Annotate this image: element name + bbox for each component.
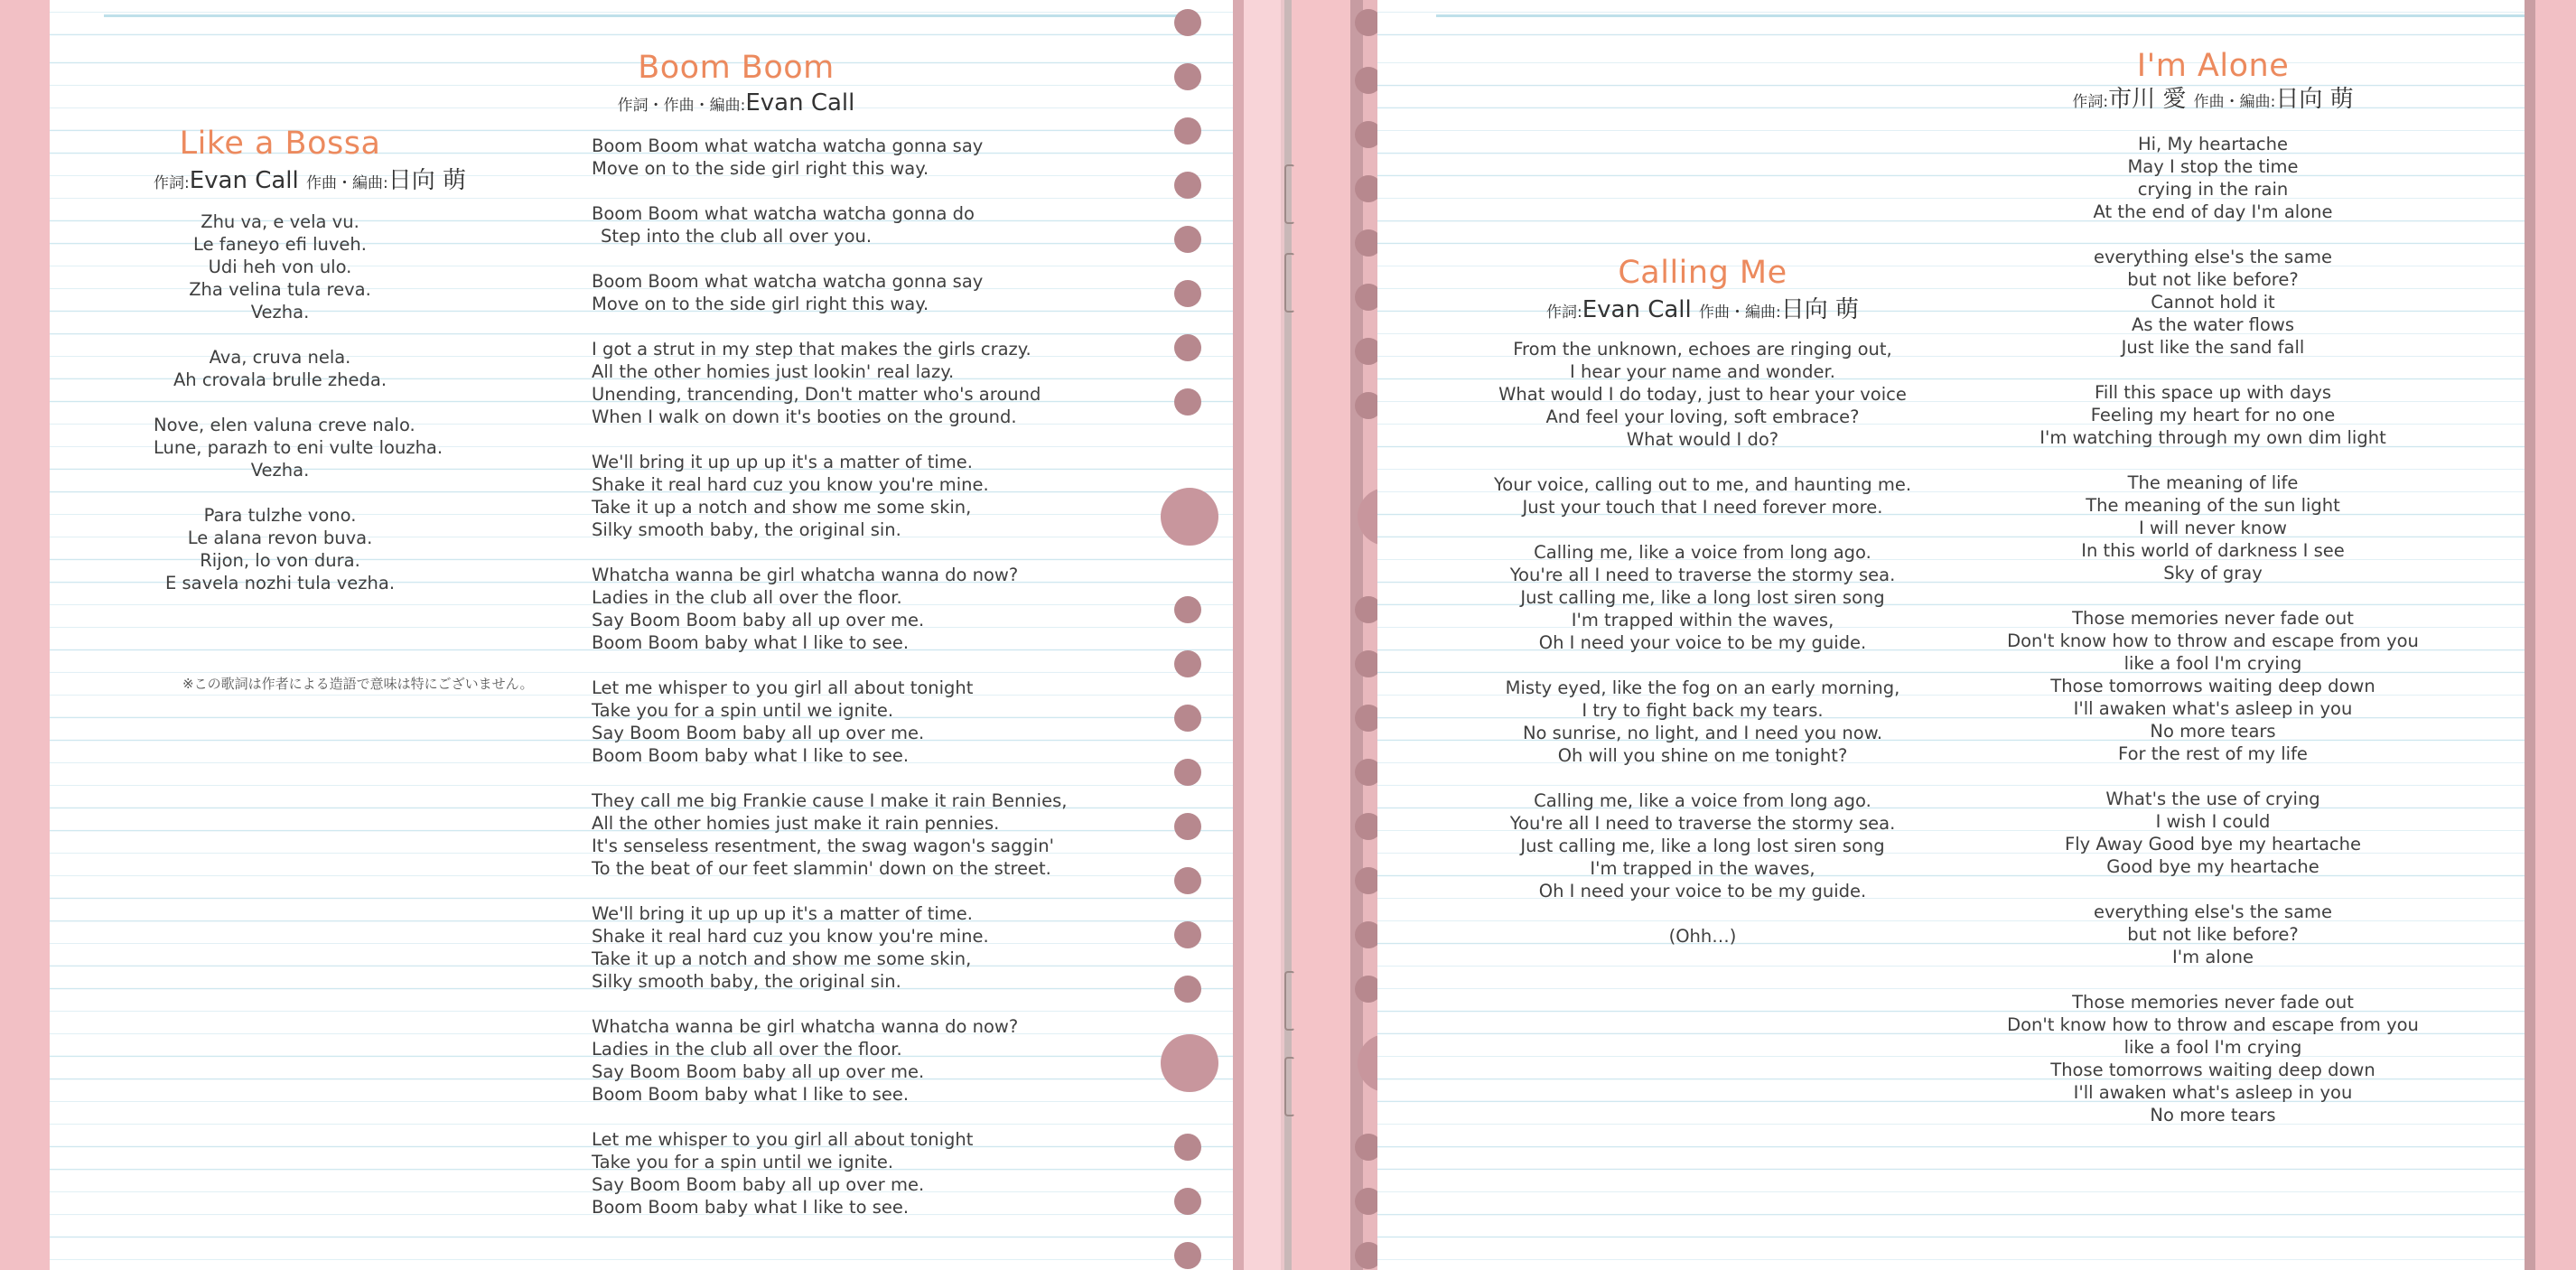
stanza <box>154 346 406 391</box>
stanza <box>592 270 984 315</box>
binding-hole <box>1174 117 1201 145</box>
lyric-line: To the beat of our feet slammin' down on the street. <box>592 858 1051 879</box>
lyric-line: No more tears <box>2150 1105 2276 1125</box>
lyric-line: What would I do? <box>1626 429 1779 450</box>
binding-hole <box>1174 867 1201 894</box>
lyric-line: Silky smooth baby, the original sin. <box>592 519 901 540</box>
stanza <box>592 789 1068 880</box>
lyrics <box>154 210 443 594</box>
binding-hole <box>1174 813 1201 840</box>
lyric-line: No sunrise, no light, and I need you now. <box>1522 723 1883 743</box>
stanza <box>1468 338 1937 451</box>
lyric-line: Good bye my heartache <box>2106 856 2319 877</box>
stanza <box>592 202 975 247</box>
lyric-line: Vezha. <box>250 302 310 322</box>
lyric-line: I hear your name and wonder. <box>1570 361 1835 382</box>
binding-hole <box>1174 63 1201 90</box>
song-calling-me <box>1468 254 1937 948</box>
lyric-line: Those tomorrows waiting deep down <box>2050 1060 2375 1080</box>
stanza <box>592 338 1041 428</box>
lyric-line: Fill this space up with days <box>2095 382 2331 403</box>
lyric-line: (Ohh…) <box>1668 926 1737 947</box>
lyric-line: We'll bring it up up up it's a matter of time. <box>592 452 973 472</box>
stanza <box>2001 133 2425 223</box>
lyric-line: Say Boom Boom baby all up over me. <box>592 610 925 630</box>
stanza <box>1468 473 1937 518</box>
lyric-line: Oh I need your voice to be my guide. <box>1538 881 1867 901</box>
lyric-line: The meaning of the sun light <box>2086 495 2340 516</box>
lyric-line: I'm trapped within the waves, <box>1571 610 1834 630</box>
lyric-line: Lune, parazh to eni vulte louzha. <box>154 437 443 458</box>
lyric-line: crying in the rain <box>2137 179 2289 200</box>
lyric-line: They call me big Frankie cause I make it rain Bennies, <box>592 790 1068 811</box>
binding-hole-large <box>1161 488 1218 546</box>
song-title: Calling Me <box>1618 255 1787 291</box>
lyric-line: Those memories never fade out <box>2072 992 2354 1013</box>
binding-hole <box>1174 388 1201 416</box>
stanza <box>592 677 974 767</box>
lyric-line: As the water flows <box>2132 314 2294 335</box>
lyric-line: Oh will you shine on me tonight? <box>1557 745 1848 766</box>
lyric-line: Boom Boom baby what I like to see. <box>592 632 910 653</box>
stanza <box>592 902 989 993</box>
lyrics <box>592 135 1068 1219</box>
stanza <box>154 210 406 323</box>
lyric-line: Ladies in the club all over the floor. <box>592 1039 902 1060</box>
lyric-line: Vezha. <box>250 460 310 481</box>
lyric-line: like a fool I'm crying <box>2123 1037 2302 1058</box>
lyric-line: Let me whisper to you girl all about tonight <box>592 1129 974 1150</box>
lyric-line: Just calling me, like a long lost siren song <box>1520 587 1885 608</box>
binding-hole <box>1174 172 1201 199</box>
song-title: I'm Alone <box>2136 48 2290 84</box>
lyric-line: Silky smooth baby, the original sin. <box>592 971 901 992</box>
lyric-line: Take it up a notch and show me some skin, <box>592 497 972 518</box>
lyric-line: but not like before? <box>2127 924 2299 945</box>
song-credit: 作詞:Evan Call 作曲・編曲:日向 萌 <box>1545 296 1860 323</box>
binding-hole <box>1174 976 1201 1003</box>
binding-hole <box>1174 280 1201 307</box>
lyric-line: At the end of day I'm alone <box>2093 201 2333 222</box>
binding-hole <box>1174 9 1201 36</box>
song-credit: 作詞:市川 愛 作曲・編曲:日向 萌 <box>2072 86 2354 113</box>
lyric-line: Oh I need your voice to be my guide. <box>1538 632 1867 653</box>
song-credit: 作詞・作曲・編曲:Evan Call <box>617 89 855 117</box>
stanza <box>2001 246 2425 359</box>
binding-hole <box>1174 1188 1201 1215</box>
lyric-line: It's senseless resentment, the swag wagon's saggin' <box>592 836 1054 856</box>
stanza <box>2001 381 2425 449</box>
stanza <box>592 1128 974 1219</box>
lyric-line: Your voice, calling out to me, and haunting me. <box>1493 474 1912 495</box>
lyric-line: I got a strut in my step that makes the girls crazy. <box>592 339 1031 360</box>
lyric-line: Udi heh von ulo. <box>208 257 352 277</box>
lyric-line: Boom Boom what watcha watcha gonna say <box>592 271 984 292</box>
lyric-line: Shake it real hard cuz you know you're mine. <box>592 474 989 495</box>
lyric-line: I'll awaken what's asleep in you <box>2073 1082 2353 1103</box>
top-rule <box>1436 14 2525 17</box>
lyric-line: Don't know how to throw and escape from you <box>2007 630 2419 651</box>
lyric-line: Move on to the side girl right this way. <box>592 158 929 179</box>
lyric-line: What would I do today, just to hear your voice <box>1498 384 1907 405</box>
lyric-line: Boom Boom baby what I like to see. <box>592 745 910 766</box>
lyric-line: Para tulzhe vono. <box>203 505 357 526</box>
lyric-line: everything else's the same <box>2093 247 2333 267</box>
lyric-line: Unending, trancending, Don't matter who's around <box>592 384 1041 405</box>
lyric-line: What's the use of crying <box>2105 789 2320 809</box>
stanza <box>2001 788 2425 878</box>
binding-hole <box>1174 759 1201 786</box>
lyric-line: From the unknown, echoes are ringing out, <box>1513 339 1892 360</box>
lyric-line: I try to fight back my tears. <box>1582 700 1824 721</box>
stanza <box>1468 925 1937 948</box>
lyrics <box>1468 338 1937 948</box>
lyric-line: I'm watching through my own dim light <box>2039 427 2386 448</box>
lyric-line: Step into the club all over you. <box>600 226 873 247</box>
lyric-line: Take you for a spin until we ignite. <box>592 1152 894 1172</box>
lyric-line: You're all I need to traverse the stormy sea. <box>1509 813 1896 834</box>
lyric-line: Just calling me, like a long lost siren song <box>1520 836 1885 856</box>
lyrics <box>2001 133 2425 1126</box>
lyric-line: E savela nozhi tula vezha. <box>164 573 396 593</box>
lyric-line: Shake it real hard cuz you know you're mine. <box>592 926 989 947</box>
lyric-line: Misty eyed, like the fog on an early morning, <box>1505 677 1900 698</box>
lyric-line: Move on to the side girl right this way. <box>592 294 929 314</box>
lyric-line: Hi, My heartache <box>2137 134 2289 154</box>
lyric-line: All the other homies just lookin' real lazy. <box>592 361 955 382</box>
lyric-line: Say Boom Boom baby all up over me. <box>592 1061 925 1082</box>
lyric-line: Boom Boom baby what I like to see. <box>592 1084 910 1105</box>
lyric-line: I will never know <box>2139 518 2287 538</box>
lyric-line: Ah crovala brulle zheda. <box>173 369 387 390</box>
lyric-line: Say Boom Boom baby all up over me. <box>592 1174 925 1195</box>
staple <box>1284 1057 1295 1116</box>
lyric-line: Feeling my heart for no one <box>2090 405 2336 425</box>
lyric-line: Let me whisper to you girl all about tonight <box>592 677 974 698</box>
lyric-line: Whatcha wanna be girl whatcha wanna do now? <box>592 565 1019 585</box>
lyric-line: Rijon, lo von dura. <box>200 550 360 571</box>
binding-spine <box>1165 0 1382 1270</box>
lyric-line: We'll bring it up up up it's a matter of time. <box>592 903 973 924</box>
binding-hole <box>1174 1134 1201 1161</box>
lyric-line: Sky of gray <box>2163 563 2263 584</box>
lyric-line: Just your touch that I need forever more. <box>1522 497 1883 518</box>
left-edge-stripe <box>0 0 50 1270</box>
binding-hole <box>1174 650 1201 677</box>
song-like-a-bossa <box>154 125 467 594</box>
binding-hole-large <box>1161 1034 1218 1092</box>
binding-hole <box>1174 1242 1201 1269</box>
song-im-alone <box>2001 47 2425 1126</box>
lyric-line: All the other homies just make it rain pennies. <box>592 813 1000 834</box>
stanza <box>1468 677 1937 767</box>
stanza <box>592 451 989 541</box>
lyric-line: Calling me, like a voice from long ago. <box>1534 790 1871 811</box>
lyric-line: Don't know how to throw and escape from you <box>2007 1014 2419 1035</box>
stanza <box>592 564 1019 654</box>
lyric-line: Those tomorrows waiting deep down <box>2050 676 2375 696</box>
song-credit: 作詞:Evan Call 作曲・編曲:日向 萌 <box>154 167 467 194</box>
lyric-line: I wish I could <box>2155 811 2271 832</box>
song-boom-boom <box>592 49 1068 1219</box>
lyric-line: Zha velina tula reva. <box>189 279 371 300</box>
right-edge-stripe-dark <box>2525 0 2535 1270</box>
stanza <box>2001 991 2425 1126</box>
lyric-line: Those memories never fade out <box>2072 608 2354 629</box>
binding-hole <box>1174 226 1201 253</box>
lyric-line: Fly Away Good bye my heartache <box>2065 834 2361 854</box>
lyric-line: I'm alone <box>2172 947 2254 967</box>
lyric-line: but not like before? <box>2127 269 2299 290</box>
lyric-line: Boom Boom what watcha watcha gonna say <box>592 135 984 156</box>
lyric-line: Take it up a notch and show me some skin, <box>592 948 972 969</box>
lyric-line: I'll awaken what's asleep in you <box>2073 698 2353 719</box>
staple <box>1284 253 1295 313</box>
top-rule <box>104 14 1179 17</box>
lyric-line: Ava, cruva nela. <box>209 347 351 368</box>
staple <box>1284 164 1295 224</box>
right-page <box>1377 0 2525 1270</box>
lyric-line: Boom Boom baby what I like to see. <box>592 1197 910 1218</box>
right-edge-stripe <box>2535 0 2576 1270</box>
lyric-line: The meaning of life <box>2127 472 2299 493</box>
lyric-line: In this world of darkness I see <box>2081 540 2345 561</box>
stanza <box>154 504 406 594</box>
lyric-line: Le faneyo efi luveh. <box>193 234 367 255</box>
lyric-line: Zhu va, e vela vu. <box>201 211 359 232</box>
lyric-line: Whatcha wanna be girl whatcha wanna do now? <box>592 1016 1019 1037</box>
binding-hole <box>1174 921 1201 948</box>
stanza <box>1468 541 1937 654</box>
lyric-line: Take you for a spin until we ignite. <box>592 700 894 721</box>
lyric-line: I'm trapped in the waves, <box>1590 858 1815 879</box>
lyric-line: Boom Boom what watcha watcha gonna do <box>592 203 975 224</box>
binding-hole <box>1174 334 1201 361</box>
lyric-line: like a fool I'm crying <box>2123 653 2302 674</box>
lyric-line: May I stop the time <box>2127 156 2299 177</box>
lyric-line: Nove, elen valuna creve nalo. <box>154 415 415 435</box>
lyric-line: Cannot hold it <box>2151 292 2275 313</box>
song-title: Like a Bossa <box>179 126 381 162</box>
stanza <box>2001 472 2425 584</box>
lyric-line: For the rest of my life <box>2118 743 2308 764</box>
stanza <box>592 1015 1019 1106</box>
lyrics-note: ※この歌詞は作者による造語で意味は特にございません。 <box>182 676 534 692</box>
binding-hole <box>1174 596 1201 623</box>
lyric-line: Calling me, like a voice from long ago. <box>1534 542 1871 563</box>
lyric-line: Say Boom Boom baby all up over me. <box>592 723 925 743</box>
stanza <box>154 414 443 481</box>
lyric-line: Ladies in the club all over the floor. <box>592 587 902 608</box>
stanza <box>1468 789 1937 902</box>
lyric-line: You're all I need to traverse the stormy sea. <box>1509 565 1896 585</box>
staple <box>1284 971 1295 1031</box>
left-page <box>50 0 1233 1270</box>
binding-hole <box>1174 705 1201 732</box>
song-title: Boom Boom <box>638 50 835 86</box>
lyric-line: No more tears <box>2150 721 2276 742</box>
lyric-line: everything else's the same <box>2093 901 2333 922</box>
lyric-line: And feel your loving, soft embrace? <box>1545 406 1860 427</box>
lyric-line: Just like the sand fall <box>2121 337 2305 358</box>
lyric-line: Le alana revon buva. <box>187 528 373 548</box>
stanza <box>2001 607 2425 765</box>
stanza <box>2001 901 2425 968</box>
stanza <box>592 135 984 180</box>
lyric-line: When I walk on down it's booties on the ground. <box>592 406 1017 427</box>
